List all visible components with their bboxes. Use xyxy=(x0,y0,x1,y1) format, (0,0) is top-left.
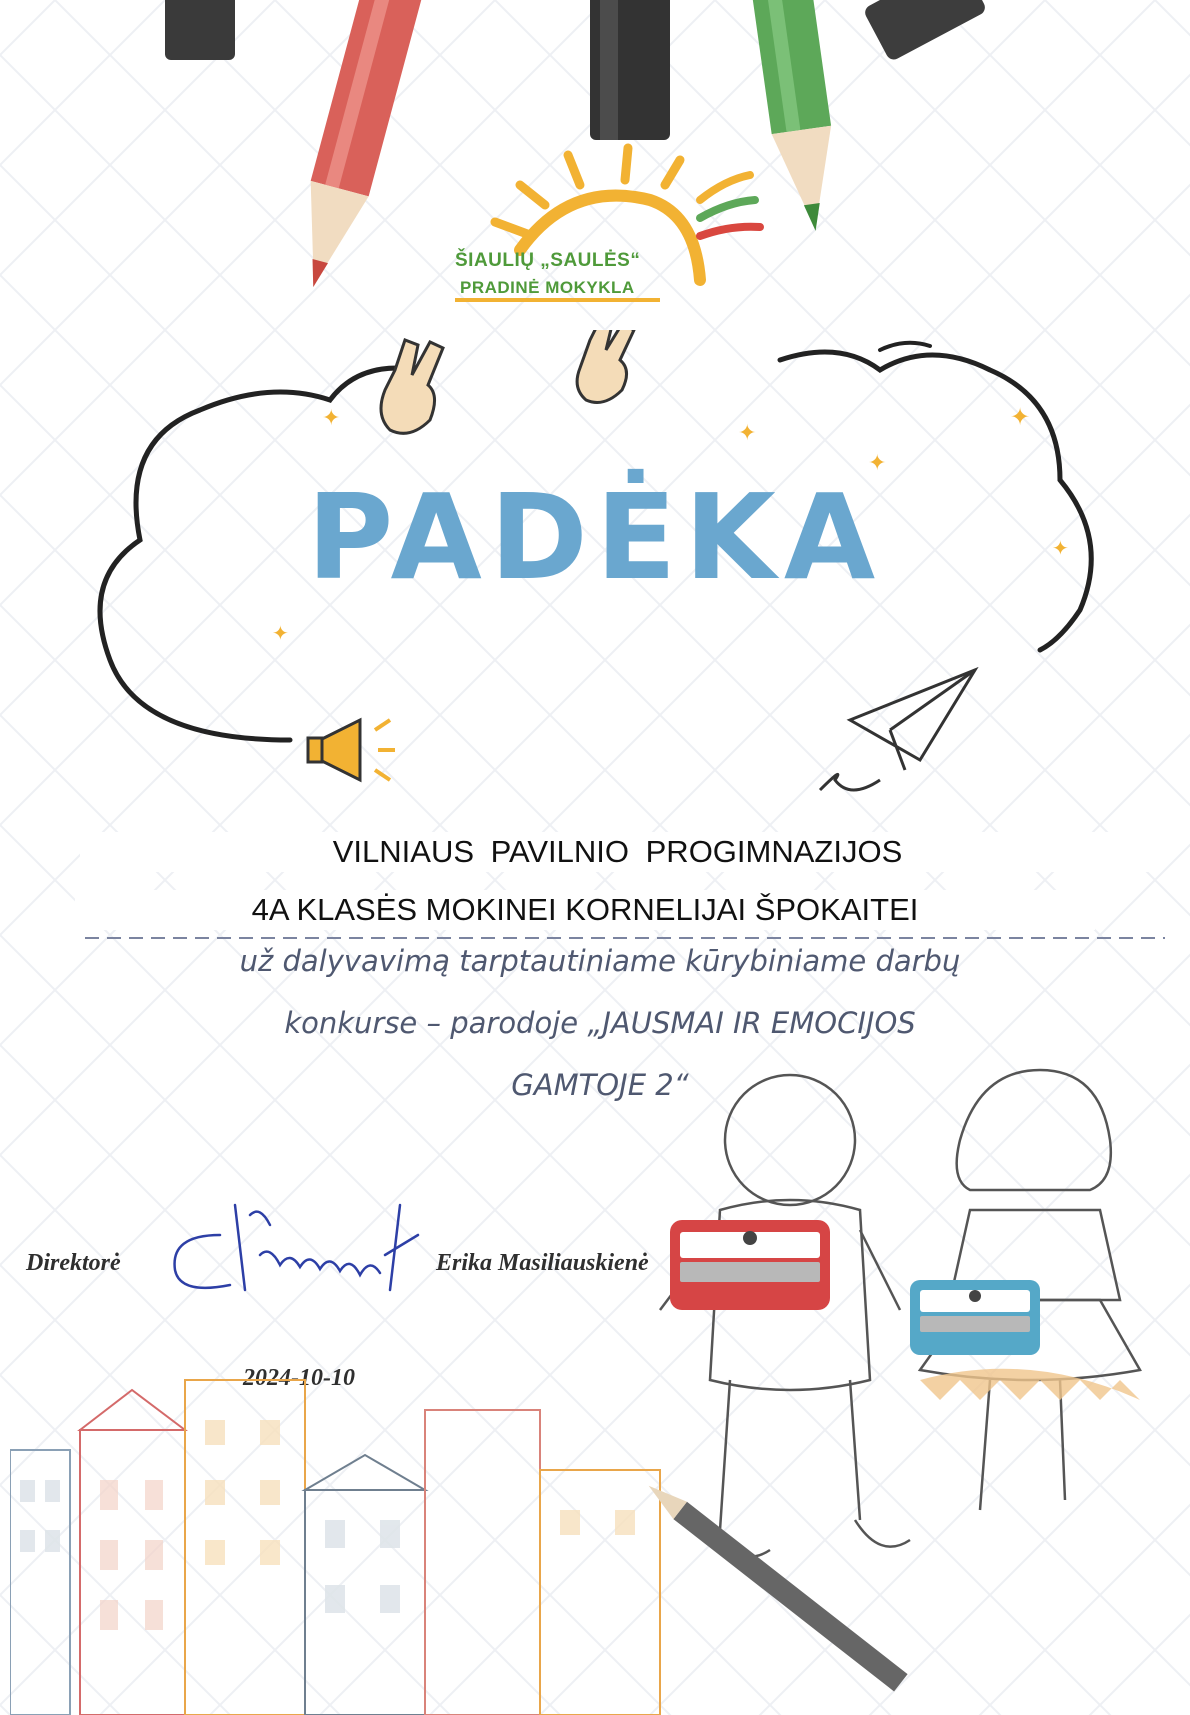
svg-text:✦: ✦ xyxy=(1010,403,1031,431)
svg-text:✦: ✦ xyxy=(868,451,887,476)
svg-text:✦: ✦ xyxy=(322,406,341,431)
recipient-school: VILNIAUS PAVILNIO PROGIMNAZIJOS xyxy=(80,832,1155,872)
description-line-3: GAMTOJE 2“ xyxy=(511,1068,689,1102)
certificate-date: 2024-10-10 xyxy=(243,1365,355,1391)
recipient-student: 4A KLASĖS MOKINEI KORNELIJAI ŠPOKAITEI xyxy=(75,890,1095,930)
svg-text:✦: ✦ xyxy=(1052,536,1069,560)
signer-name: Erika Masiliauskienė xyxy=(436,1250,649,1276)
school-logo-subtitle: PRADINĖ MOKYKLA xyxy=(460,278,635,297)
buildings-illustration xyxy=(10,1370,690,1715)
description-line-2: konkurse – parodoje „JAUSMAI IR EMOCIJOS xyxy=(284,1006,916,1040)
handwritten-signature xyxy=(160,1195,430,1305)
svg-text:✦: ✦ xyxy=(272,621,289,645)
school-logo-name: ŠIAULIŲ „SAULĖS“ xyxy=(455,250,641,271)
svg-text:✦: ✦ xyxy=(738,421,757,446)
signer-role: Direktorė xyxy=(26,1250,121,1276)
children-illustration xyxy=(620,1050,1190,1715)
description-line-1: už dalyvavimą tarptautiniame kūrybiniame darbų xyxy=(239,944,961,978)
certificate-title: PADĖKA xyxy=(306,468,884,606)
